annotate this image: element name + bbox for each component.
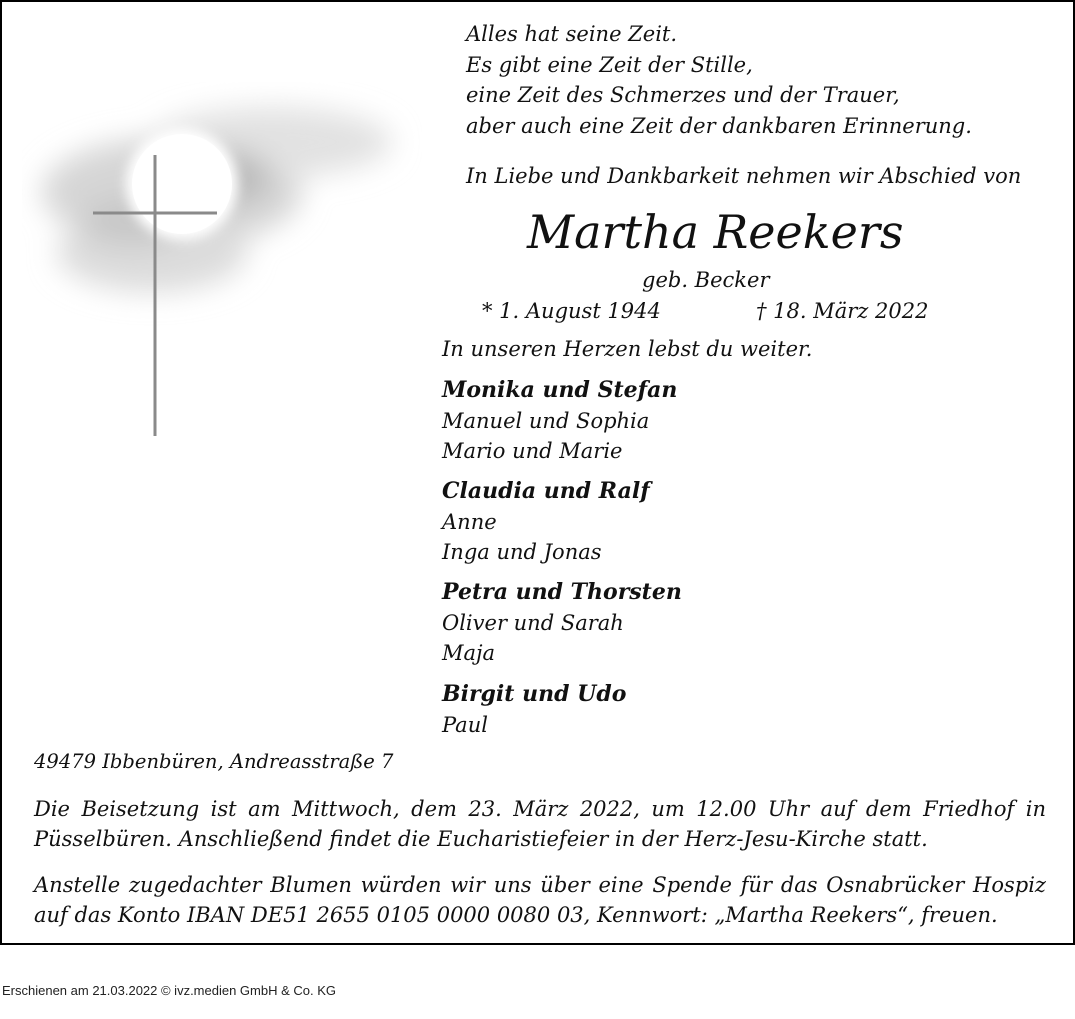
poem	[466, 19, 972, 141]
family-member: Paul	[442, 713, 488, 737]
family-member: Manuel und Sophia	[442, 409, 650, 433]
cross-and-sun-illustration	[22, 82, 422, 442]
poem-line: Es gibt eine Zeit der Stille,	[466, 52, 753, 77]
family-group	[442, 476, 650, 567]
family-member: Anne	[442, 510, 497, 534]
family-member: Maja	[442, 641, 496, 665]
poem-line: aber auch eine Zeit der dankbaren Erinnerung.	[466, 113, 972, 138]
publication-footer: Erschienen am 21.03.2022 © ivz.medien GmbH & Co. KG	[2, 983, 337, 998]
poem-line: Alles hat seine Zeit.	[466, 22, 678, 46]
family-member: Mario und Marie	[442, 439, 623, 463]
family-member: Inga und Jonas	[442, 540, 602, 564]
funeral-info: Die Beisetzung ist am Mittwoch, dem 23. März 2022, um 12.00 Uhr auf dem Friedhof in Püsselbüren. Anschließend findet die Eucharistiefeier in der Herz-Jesu-Kirche statt.	[34, 797, 1046, 851]
family-head: Claudia und Ralf	[442, 478, 650, 504]
farewell-intro: In Liebe und Dankbarkeit nehmen wir Abschied von	[466, 164, 1022, 188]
family-group	[442, 679, 626, 740]
family-member: Oliver und Sarah	[442, 611, 624, 635]
birth-date: * 1. August 1944	[482, 299, 661, 323]
family-head: Monika und Stefan	[442, 377, 678, 403]
donation-info: Anstelle zugedachter Blumen würden wir uns über eine Spende für das Osnabrücker Hospiz auf das Konto IBAN DE51 2655 0105 0000 0080 03, Kennwort: „Martha Reekers“, freuen.	[34, 873, 1046, 927]
family-group	[442, 577, 682, 668]
poem-line: eine Zeit des Schmerzes und der Trauer,	[466, 83, 900, 107]
deceased-name: Martha Reekers	[527, 205, 904, 259]
death-date: † 18. März 2022	[756, 299, 929, 323]
family-head: Petra und Thorsten	[442, 579, 682, 605]
family-group	[442, 375, 677, 466]
motto: In unseren Herzen lebst du weiter.	[442, 337, 813, 361]
address: 49479 Ibbenbüren, Andreasstraße 7	[34, 750, 394, 773]
family-head: Birgit und Udo	[442, 681, 627, 707]
maiden-name: geb. Becker	[642, 268, 770, 292]
